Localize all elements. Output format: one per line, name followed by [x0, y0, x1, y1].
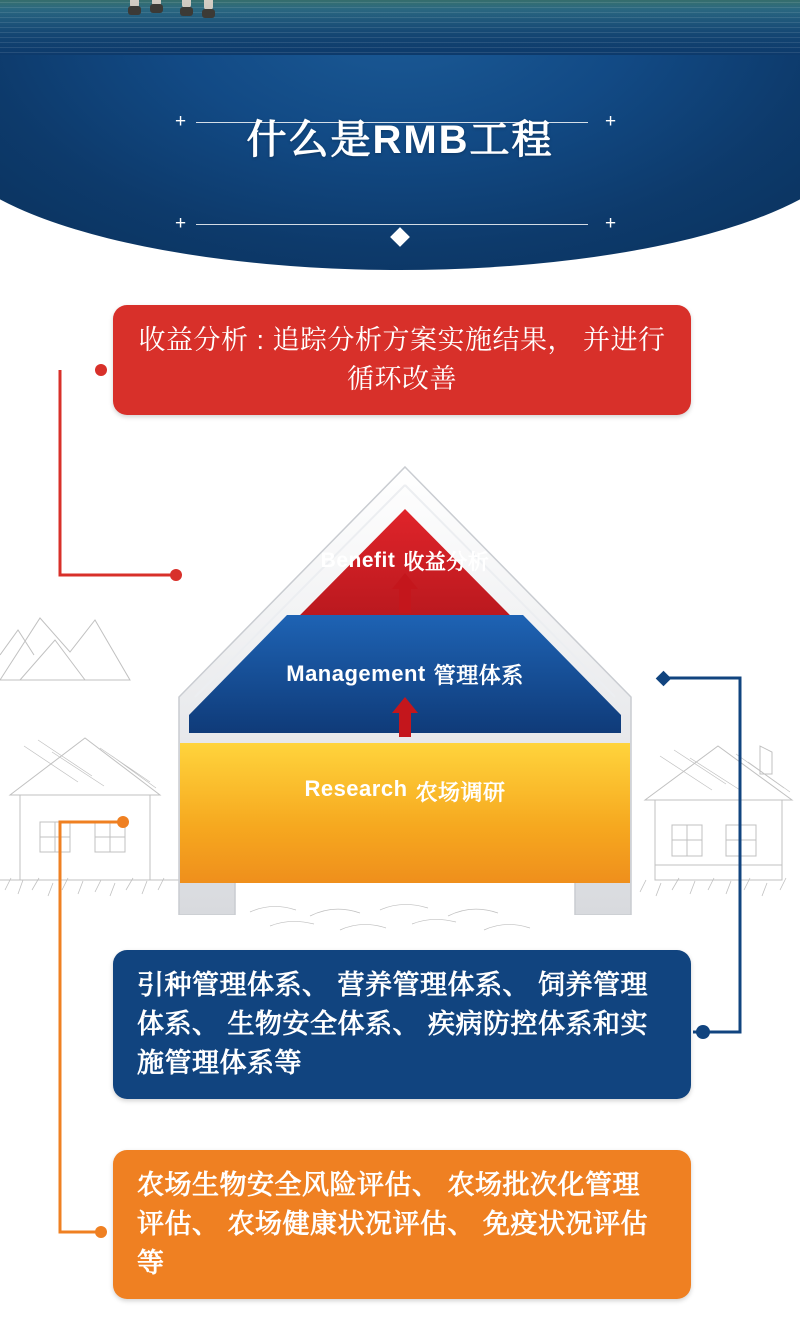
arrow-research-to-management-icon [392, 697, 418, 737]
header-photo-strip [0, 0, 800, 55]
arrow-management-to-benefit-icon [392, 573, 418, 613]
level-management-label-zh: 管理体系 [433, 662, 524, 688]
water-texture [0, 2, 800, 55]
page-title-wrap [0, 118, 800, 162]
plus-icon: + [175, 213, 187, 234]
rmb-house-diagram [175, 465, 635, 915]
cow-legs-photo [126, 0, 222, 28]
level-benefit-label-zh: 收益分析 [403, 551, 490, 574]
level-research-label-zh: 农场调研 [415, 780, 506, 805]
callout-management: 引种管理体系、 营养管理体系、 饲养管理体系、 生物安全体系、 疾病防控体系和实施管理体系等 [113, 950, 691, 1099]
level-management-label-en: Management [286, 661, 426, 686]
callout-benefit: 收益分析 : 追踪分析方案实施结果， 并进行循环改善 [113, 305, 691, 415]
page-title: 什么是RMB工程 [246, 118, 554, 162]
title-rule-bottom [196, 224, 588, 225]
plus-icon: + [175, 111, 187, 132]
level-benefit-label-en: Benefit [320, 549, 396, 572]
level-research-label-en: Research [304, 776, 408, 801]
level-research [180, 743, 630, 883]
callout-research: 农场生物安全风险评估、 农场批次化管理评估、 农场健康状况评估、 免疫状况评估等 [113, 1150, 691, 1299]
plus-icon: + [605, 111, 617, 132]
plus-icon: + [605, 213, 617, 234]
